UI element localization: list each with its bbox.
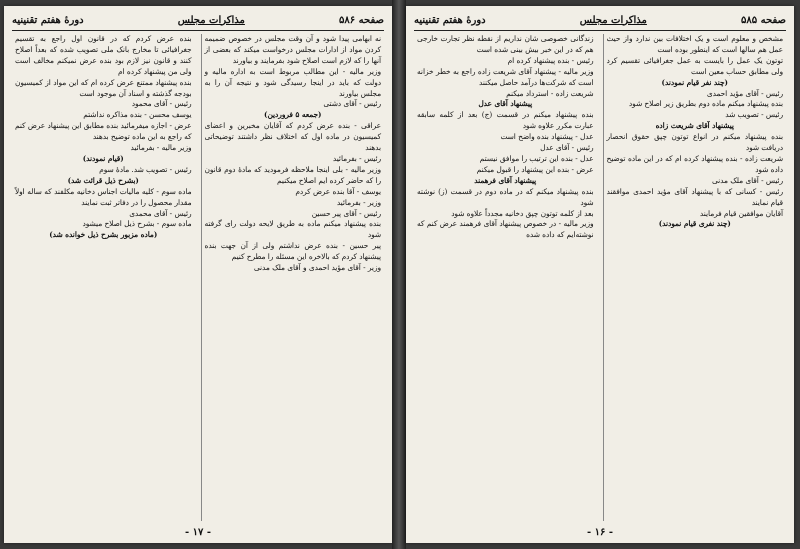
left-page bbox=[4, 6, 392, 543]
speaker-line: وزیر مالیه - بفرمائید bbox=[130, 143, 192, 153]
paragraph: بنده پیشنهاد میکنم ماده دوم بطریق زیر اصلاح شود bbox=[628, 99, 783, 109]
section-heading: پیشنهاد آقای عدل bbox=[478, 99, 533, 109]
paragraph: بعد از کلمه توتون چپق دخانیه مجدداً علاوه شود bbox=[451, 208, 594, 218]
paragraph: زندگانی خصوصی شان نداریم از نقطه نظر تجارت خارجی هم که در این خبر بیش بینی شده است bbox=[417, 34, 594, 54]
speaker-line: یوسف محسن - بنده مذاکره نداشتم bbox=[83, 110, 192, 120]
paragraph: مشخص و معلوم است و یک اختلافات بین ندارد واز حیث عمل هم سالها است که اینطور بوده است bbox=[606, 34, 783, 54]
page-header bbox=[12, 12, 384, 28]
paragraph: وزیر مالیه - این مطالب مربوط است به اداره مالیه و دولت که باید در اینجا رسیدگی شود و نتیجه آن را به مجلس بیاورند bbox=[204, 66, 381, 98]
paragraph: وزیر مالیه - پیشنهاد آقای شریعت زاده راجع به خطر خزانه است که شرکت‌ها درآمد حاصل میکنند bbox=[417, 66, 594, 87]
section-note: (چند نفری قیام نمودند) bbox=[658, 219, 731, 229]
speaker-line: رئیس - بفرمائید bbox=[332, 153, 381, 163]
paragraph: بنده پیشنهاد میکنم ماده به طریق لایحه دولت رای گرفته شود bbox=[204, 219, 381, 240]
paragraph: وزیر مالیه - بلی اینجا ملاحظه فرمودید که مادهٔ دوم قانون را که حاضر کرده ایم اصلاح میکنیم bbox=[204, 164, 381, 185]
paragraph: توتون یک عمل را بایست به عمل جغرافیائی تقسیم کرد ولی مطابق حساب معین است bbox=[606, 55, 783, 76]
text-column-left bbox=[12, 34, 195, 521]
section-heading: پیشنهاد آقای شریعت زاده bbox=[655, 121, 734, 131]
session-label: دورهٔ هفتم تقنینیه bbox=[414, 14, 486, 26]
page-header bbox=[414, 12, 786, 28]
paragraph: عرض - اجازه میفرمائید بنده مطابق این پیشنهاد عرض کنم که راجع به این ماده توضیح بدهند bbox=[15, 121, 192, 142]
paragraph: عرض - بنده این پیشنهاد را قبول میکنم bbox=[476, 164, 594, 174]
speaker-line: یوسف - آقا بنده عرض کردم bbox=[295, 186, 381, 196]
section-note: (جمعه ۵ فروردین) bbox=[264, 110, 322, 120]
header-rule bbox=[414, 30, 786, 31]
page-title: مذاکرات مجلس bbox=[579, 14, 647, 26]
paragraph: بنده پیشنهاد میکنم که در ماده دوم در قسمت (ز) نوشته شود bbox=[417, 186, 594, 207]
speaker-line: رئیس - تصویب شد bbox=[725, 110, 783, 120]
speaker-line: رئیس - آقای ملک مدنی bbox=[712, 175, 783, 185]
text-columns bbox=[12, 34, 384, 521]
paragraph: عراقی - بنده عرض کردم که آقایان مخبرین و اعضای کمیسیون در ماده اول که اختلاف نظر داشتند توضیحاتی بدهند bbox=[204, 121, 381, 153]
page-number: صفحه ۵۸۵ bbox=[741, 14, 786, 26]
page-footer-number: - ۱۶ - bbox=[586, 527, 613, 538]
paragraph: ماده سوم - بشرح ذیل اصلاح میشود bbox=[82, 219, 192, 229]
paragraph: بنده پیشنهاد میکنم در قسمت (ج) بعد از کلمه سابقه عبارت مکرر علاوه شود bbox=[417, 110, 594, 131]
paragraph: پیر حسین - بنده عرض نداشتم ولی از آن جهت بنده پیشنهاد کردم که بالاخره این مسئله را مطرح کنیم bbox=[204, 241, 381, 262]
speaker-line: رئیس - آقای عدل bbox=[540, 143, 594, 153]
paragraph: عدل - بنده این ترتیب را موافق نیستم bbox=[479, 153, 594, 163]
speaker-line: وزیر - بفرمائید bbox=[336, 197, 381, 207]
paragraph: ماده سوم - کلیه مالیات اجناس دخانیه مکلفند که ساله اولاً مقدار محصول را در دفاتر ثبت نمایند bbox=[15, 186, 192, 207]
paragraph: بنده عرض کردم که در قانون اول راجع به تقسیم جغرافیائی تا مخارج بانک ملی تصویب شده که بعداً اصلاح کنند و قانون نیز لازم بود بنده عرض نمیکنم مخالف است ولی من پیشنهاد کرده ام bbox=[15, 34, 192, 76]
page-number: صفحه ۵۸۶ bbox=[339, 14, 384, 26]
speaker-line: رئیس - آقای محمدی bbox=[129, 208, 192, 218]
text-columns bbox=[414, 34, 786, 521]
section-note: (بشرح ذیل قرائت شد) bbox=[67, 175, 139, 185]
section-note: (چند نفر قیام نمودند) bbox=[661, 77, 728, 87]
speaker-line: وزیر - آقای مؤید احمدی و آقای ملک مدنی bbox=[253, 263, 381, 273]
text-column-right bbox=[603, 34, 787, 521]
speaker-line: رئیس - آقای محمود bbox=[131, 99, 192, 109]
paragraph: وزیر مالیه - در خصوص پیشنهاد آقای فرهمند عرض کنم که نوشته‌ایم که داده شده bbox=[417, 219, 594, 240]
paragraph: نه ابهامی پیدا شود و آن وقت مجلس در خصوص ضمیمه کردن مواد از ادارات مجلس درخواست میکند که بعضی از آنها را که لازم است اصلاح شود بفرمایند و بیاورند bbox=[204, 34, 381, 65]
text-column-left bbox=[414, 34, 597, 521]
paragraph: عدل - پیشنهاد بنده واضح است bbox=[500, 132, 594, 142]
session-label: دورهٔ هفتم تقنینیه bbox=[12, 14, 84, 26]
speaker-line: رئیس - تصویب شد. مادهٔ سوم bbox=[99, 164, 192, 174]
paragraph: بنده پیشنهاد میکنم در انواع توتون چپق حقوق انحصار دریافت شود bbox=[606, 132, 783, 153]
speaker-line: شریعت زاده - استرداد میکنم bbox=[506, 88, 594, 98]
header-rule bbox=[12, 30, 384, 31]
right-page bbox=[406, 6, 794, 543]
section-note: (ماده مزبور بشرح ذیل خوانده شد) bbox=[49, 230, 158, 240]
page-title: مذاکرات مجلس bbox=[177, 14, 245, 26]
paragraph: رئیس - کسانی که با پیشنهاد آقای مؤید احمدی موافقند قیام نمایند bbox=[606, 186, 783, 207]
paragraph: شریعت زاده - بنده پیشنهاد کرده ام که در این ماده توضیح داده شود bbox=[606, 153, 783, 174]
speaker-line: رئیس - آقای پیر حسین bbox=[311, 208, 381, 218]
book-gutter bbox=[392, 0, 406, 549]
speaker-line: رئیس - بنده پیشنهاد کرده ام bbox=[507, 55, 594, 65]
paragraph: آقایان موافقین قیام فرمایند bbox=[699, 208, 783, 218]
section-note: (قیام نمودند) bbox=[82, 153, 124, 163]
speaker-line: رئیس - آقای مؤید احمدی bbox=[706, 88, 783, 98]
section-heading: پیشنهاد آقای فرهمند bbox=[474, 175, 537, 185]
text-column-right bbox=[201, 34, 385, 521]
speaker-line: رئیس - آقای دشتی bbox=[323, 99, 381, 109]
paragraph: بنده پیشنهاد ممتنع عرض کرده ام که این مواد از کمیسیون بودجه گذشته و اسناد آن موجود است bbox=[15, 77, 192, 98]
page-footer-number: - ۱۷ - bbox=[184, 527, 211, 538]
